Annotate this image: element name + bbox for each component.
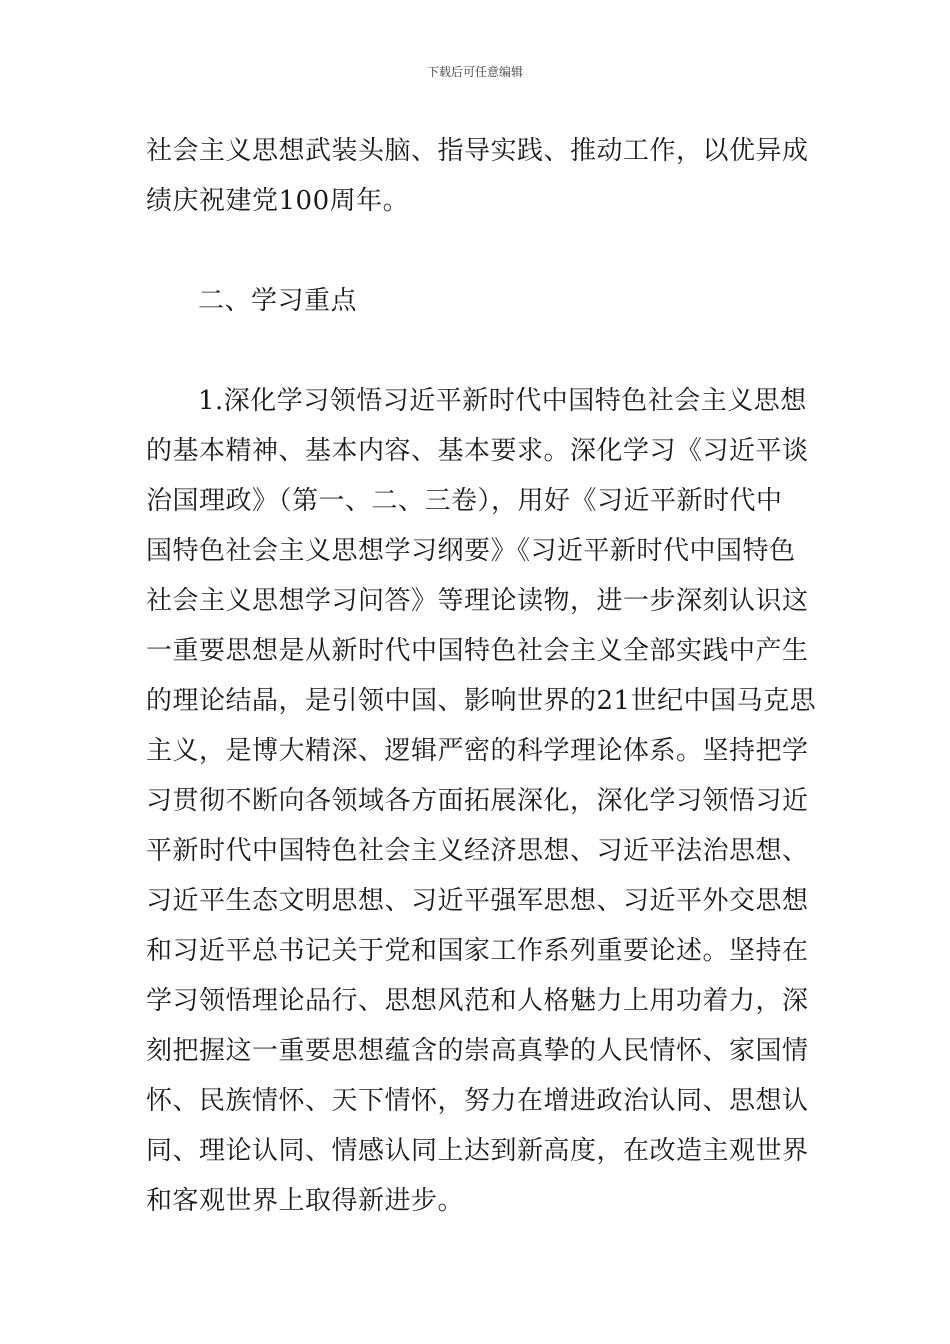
paragraph-line: 习贯彻不断向各领域各方面拓展深化，深化学习领悟习近 bbox=[146, 786, 809, 816]
paragraph-line: 学习领悟理论品行、思想风范和人格魅力上用功着力，深 bbox=[146, 986, 809, 1016]
paragraph-line: 的理论结晶，是引领中国、影响世界的21世纪中国马克思 bbox=[146, 686, 817, 716]
paragraph-line: 平新时代中国特色社会主义经济思想、习近平法治思想、 bbox=[146, 836, 809, 866]
paragraph-line: 和习近平总书记关于党和国家工作系列重要论述。坚持在 bbox=[146, 936, 809, 966]
section-heading-study-focus bbox=[146, 276, 808, 326]
paragraph-line: 主义，是博大精深、逻辑严密的科学理论体系。坚持把学 bbox=[146, 736, 809, 766]
paragraph-line: 的基本精神、基本内容、基本要求。深化学习《习近平谈 bbox=[146, 436, 809, 466]
paragraph-line: 治国理政》（第一、二、三卷），用好《习近平新时代中 bbox=[146, 486, 783, 516]
section-heading-text: 二、学习重点 bbox=[198, 286, 358, 316]
paragraph-line: 和客观世界上取得新进步。 bbox=[146, 1186, 465, 1216]
paragraph-line: 刻把握这一重要思想蕴含的崇高真挚的人民情怀、家国情 bbox=[146, 1036, 809, 1066]
paragraph-study-item-1 bbox=[146, 376, 817, 1226]
paragraph-line: 习近平生态文明思想、习近平强军思想、习近平外交思想 bbox=[146, 886, 809, 916]
paragraph-line: 一重要思想是从新时代中国特色社会主义全部实践中产生 bbox=[146, 636, 809, 666]
paragraph-line: 国特色社会主义思想学习纲要》《习近平新时代中国特色 bbox=[146, 536, 796, 566]
paragraph-line: 社会主义思想武装头脑、指导实践、推动工作，以优异成 bbox=[146, 136, 809, 166]
paragraph-line: 1.深化学习领悟习近平新时代中国特色社会主义思想 bbox=[198, 386, 807, 416]
document-body bbox=[146, 126, 817, 1226]
paragraph-line: 绩庆祝建党100周年。 bbox=[146, 186, 410, 216]
page-header: 下载后可任意编辑 bbox=[426, 65, 523, 79]
paragraph-intro-continuation bbox=[146, 126, 808, 226]
paragraph-line: 同、理论认同、情感认同上达到新高度，在改造主观世界 bbox=[146, 1136, 809, 1166]
paragraph-line: 怀、民族情怀、天下情怀，努力在增进政治认同、思想认 bbox=[146, 1086, 809, 1116]
paragraph-line: 社会主义思想学习问答》等理论读物，进一步深刻认识这 bbox=[146, 586, 809, 616]
